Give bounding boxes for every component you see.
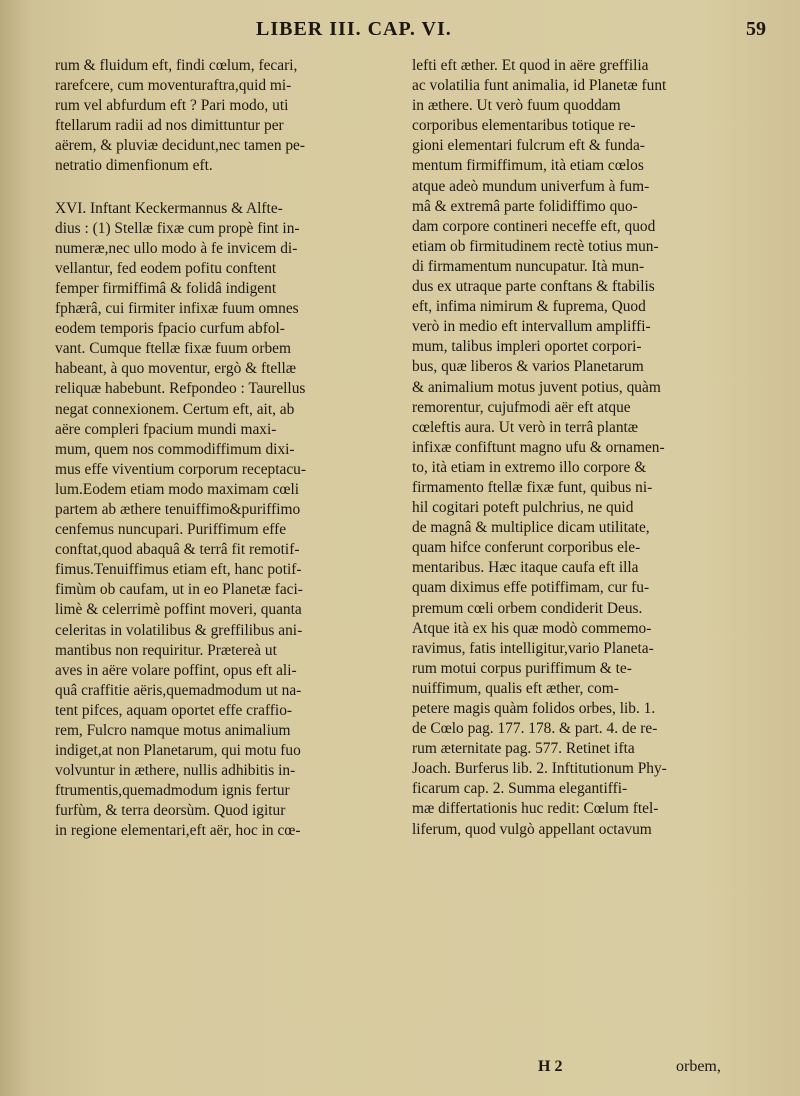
text-line: vant. Cumque ftellæ fixæ fuum orbem [55, 340, 291, 358]
text-line: petere magis quàm folidos orbes, lib. 1. [412, 700, 656, 717]
text-line: cenfemus nuncupari. Puriffimum effe [55, 521, 287, 539]
page-number: 59 [746, 18, 766, 40]
text-line: habeant, à quo moventur, ergò & ftellæ [55, 360, 297, 378]
catchword: orbem, [676, 1058, 721, 1075]
text-line: fimùm ob caufam, ut in eo Planetæ faci- [55, 581, 303, 599]
text-line: rum vel abfurdum eft ? Pari modo, uti [55, 97, 289, 115]
text-line: femper firmiffimâ & folidâ indigent [55, 279, 277, 297]
text-line: rarefcere, cum moventuraftra,quid mi- [55, 77, 292, 95]
text-line: reliquæ habebunt. Refpondeo : Taurellus [55, 380, 306, 398]
text-line: verò in medio eft intervallum ampliffi- [412, 318, 651, 336]
text-line: premum cœli orbem condiderit Deus. [412, 599, 643, 617]
text-line: mum, quem nos commodiffimum dixi- [55, 440, 295, 458]
text-line: to, ità etiam in extremo illo corpore & [412, 458, 647, 476]
text-line: de magnâ & multiplice dicam utilitate, [412, 519, 650, 537]
text-line: netratio dimenfionum eft. [55, 157, 213, 175]
text-line: etiam ob firmitudinem rectè totius mun- [412, 237, 659, 255]
text-line: hil cogitari poteft pulchrius, ne quid [412, 499, 634, 517]
text-line: firmamento ftellæ fixæ funt, quibus ni- [412, 478, 653, 496]
text-line: ac volatilia funt animalia, id Planetæ funt [412, 77, 667, 95]
signature-mark: H 2 [538, 1058, 563, 1075]
text-line: partem ab æthere tenuiffimo&puriffimo [55, 500, 301, 518]
text-line: corporibus elementaribus totique re- [412, 117, 636, 135]
text-line: fphærâ, cui firmiter infixæ fuum omnes [55, 300, 299, 318]
text-line: rum & fluidum eft, findi cœlum, fecari, [55, 57, 298, 74]
text-line: infixæ confiftunt magno ufu & ornamen- [412, 438, 665, 456]
text-line: fimus.Tenuiffimus etiam eft, hanc potif- [55, 561, 302, 579]
running-title: LIBER III. CAP. VI. [256, 18, 452, 40]
text-line: de Cœlo pag. 177. 178. & part. 4. de re- [412, 720, 658, 738]
text-line: rem, Fulcro namque motus animalium [55, 722, 291, 739]
text-line: eodem temporis fpacio curfum abfol- [55, 320, 285, 338]
text-line: quam diximus effe potiffimam, cur fu- [412, 579, 650, 597]
text-line: Joach. Burferus lib. 2. Inftitutionum Phy- [412, 760, 667, 778]
text-line: indiget,at non Planetarum, qui motu fuo [55, 742, 301, 760]
text-line: gioni elementari fulcrum eft & funda- [412, 137, 645, 155]
paragraph-1 [55, 56, 377, 177]
text-line: ftrumentis,quemadmodum ignis fertur [55, 782, 290, 800]
text-line: rum æternitate pag. 577. Retinet ifta [412, 740, 635, 758]
text-line: limè & celerrimè poffint moveri, quanta [55, 601, 302, 619]
text-line: mâ & extremâ parte folidiffimo quo- [412, 197, 638, 215]
text-line: cœleftis aura. Ut verò in terrâ plantæ [412, 418, 639, 436]
text-line: remorentur, cujufmodi aër eft atque [412, 398, 631, 416]
text-line: atque adeò mundum univerfum à fum- [412, 177, 650, 195]
text-line: dam corpore contineri neceffe eft, quod [412, 217, 656, 235]
text-line: vellantur, fed eodem pofitu conftent [55, 259, 277, 277]
right-column [412, 56, 734, 840]
text-line: celeritas in volatilibus & greffilibus ani- [55, 621, 303, 639]
paragraph-2 [55, 199, 377, 842]
text-line: tent pifces, aquam oportet effe craffio- [55, 701, 293, 719]
text-line: lefti eft æther. Et quod in aëre greffilia [412, 57, 649, 74]
text-line: lum.Eodem etiam modo maximam cœli [55, 480, 300, 498]
text-line: conftat,quod abaquâ & terrâ fit remotif- [55, 541, 300, 559]
page-header [0, 18, 800, 48]
text-line: dius : (1) Stellæ fixæ cum propè fint in- [55, 219, 300, 237]
text-line: ftellarum radii ad nos dimittuntur per [55, 117, 284, 135]
text-line: bus, quæ liberos & varios Planetarum [412, 358, 644, 376]
text-line: nuiffimum, qualis eft æther, com- [412, 679, 619, 697]
text-line: mum, talibus impleri oportet corpori- [412, 338, 642, 356]
text-line: quâ craffitie aëris,quemadmodum ut na- [55, 681, 302, 699]
page-footer [412, 1058, 734, 1080]
text-line: liferum, quod vulgò appellant octavum [412, 820, 652, 838]
text-line: aëre compleri fpacium mundi maxi- [55, 420, 277, 438]
text-line: quam hifce conferunt corporibus ele- [412, 539, 641, 557]
text-line: Atque ità ex his quæ modò commemo- [412, 619, 652, 637]
text-line: volvuntur in æthere, nullis adhibitis in- [55, 762, 296, 780]
text-line: aves in aëre volare poffint, opus eft ali- [55, 661, 297, 679]
text-line: dus ex utraque parte conftans & ftabilis [412, 278, 655, 296]
text-line: in æthere. Ut verò fuum quoddam [412, 97, 621, 115]
text-line: in regione elementari,eft aër, hoc in cœ- [55, 822, 301, 840]
text-line: ravimus, fatis intelligitur,vario Planeta- [412, 639, 654, 657]
text-line: negat connexionem. Certum eft, ait, ab [55, 400, 295, 418]
text-line: mentaribus. Hæc itaque caufa eft illa [412, 559, 639, 577]
text-line: XVI. Inftant Keckermannus & Alfte- [55, 199, 283, 217]
text-line: aërem, & pluviæ decidunt,nec tamen pe- [55, 137, 306, 155]
text-line: furfùm, & terra deorsùm. Quod igitur [55, 802, 286, 820]
text-line: eft, infima nimirum & fuprema, Quod [412, 298, 646, 316]
text-line: mantibus non requiritur. Prætereà ut [55, 641, 277, 659]
text-line: mus effe viventium corporum receptacu- [55, 460, 306, 478]
text-line: & animalium motus juvent potius, quàm [412, 378, 661, 396]
text-line: di firmamentum nuncupatur. Ità mun- [412, 257, 645, 275]
text-line: mæ differtationis huc redit: Cœlum ftel- [412, 800, 659, 818]
text-line: ficarum cap. 2. Summa elegantiffi- [412, 780, 628, 798]
text-line: numeræ,nec ullo modo à fe invicem di- [55, 239, 298, 257]
left-column [55, 56, 377, 842]
paragraph-gap [55, 177, 377, 199]
text-line: rum motui corpus puriffimum & te- [412, 659, 632, 677]
text-line: mentum firmiffimum, ità etiam cœlos [412, 157, 644, 175]
